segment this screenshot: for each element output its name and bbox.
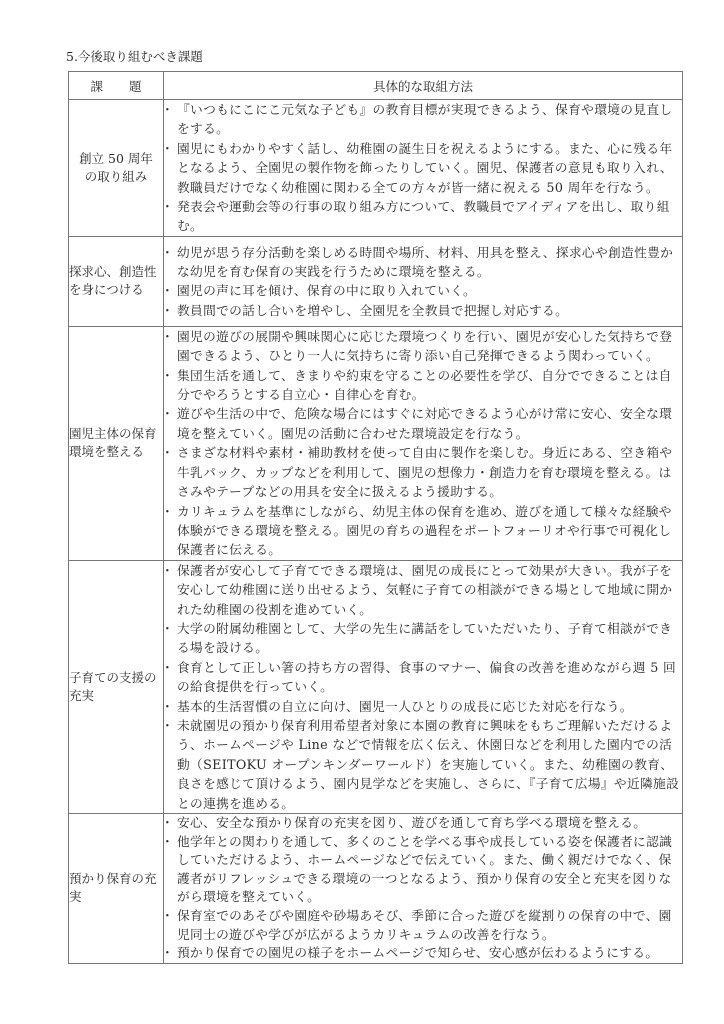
row-content [164, 100, 683, 237]
list-item: ・ 基本的生活習慣の自立に向け、園児一人ひとりの成長に応じた対応を行なう。 [164, 697, 682, 716]
row-label: 子育ての支援の充実 [69, 560, 164, 813]
table-row [69, 560, 683, 813]
list-item: ・ 他学年との関わりを通して、多くのことを学べる事や成長している姿を保護者に認識していただけるよう、ホームページなどで伝えていく。また、働く親だけでなく、保護者がリフレッシュできる環境の一つとなるよう、預かり保育の安全と充実を図りながら環境を整えていく。 [164, 833, 682, 907]
list-item: ・ 大学の附属幼稚園として、大学の先生に講話をしていただいたり、子育て相談ができる場を設ける。 [164, 619, 682, 658]
list-item: ・ 未就園児の預かり保育利用希望者対象に本園の教育に興味をもちご理解いただけるよう、ホームページや Line などで情報を広く伝え、休園日などを利用した園内での活動（SEITOKU オープンキンダーワールド）を実施していく。また、幼稚園の教育、良さを感じて頂けるよう、園内見学などを実施し、さらに、『子育て広場』や近隣施設との連携を進める。 [164, 716, 682, 813]
item-list [164, 100, 682, 236]
list-item: ・ 保護者が安心して子育てできる環境は、園児の成長にとって効果が大きい。我が子を安心して幼稚園に送り出せるよう、気軽に子育ての相談ができる場として地域に開かれた幼稚園の役割を進めていく。 [164, 561, 682, 619]
row-content [164, 814, 683, 964]
item-list [164, 243, 682, 321]
tasks-table [68, 71, 683, 964]
list-item: ・ 預かり保育での園児の様子をホームページで知らせ、安心感が伝わるようにする。 [164, 944, 682, 963]
list-item: ・ 『いつもにこにこ元気な子ども』の教育目標が実現できるよう、保育や環境の見直しをする。 [164, 100, 682, 139]
item-list [164, 814, 682, 963]
header-issue-char-1: 課 [90, 78, 103, 94]
item-list [164, 327, 682, 560]
list-item: ・ 食育として正しい箸の持ち方の習得、食事のマナー、偏食の改善を進めながら週 5 回の給食提供を行っていく。 [164, 658, 682, 697]
list-item: ・ 教員間での話し合いを増やし、全園児を全教員で把握し対応する。 [164, 301, 682, 320]
list-item: ・ 保育室でのあそびや園庭や砂場あそび、季節に合った遊びを縦割りの保育の中で、園児同士の遊びや学びが広がるようカリキュラムの改善を行なう。 [164, 907, 682, 944]
table-row [69, 814, 683, 964]
list-item: ・ カリキュラムを基準にしながら、幼児主体の保育を進め、遊びを通して様々な経験や体験ができる環境を整える。園児の育ちの過程をポートフォーリオや行事で可視化し保護者に伝える。 [164, 502, 682, 560]
list-item: ・ 安心、安全な預かり保育の充実を図り、遊びを通して育ち学べる環境を整える。 [164, 814, 682, 833]
header-issue [69, 72, 164, 100]
table-row [69, 100, 683, 237]
table-row [69, 326, 683, 560]
row-label: 預かり保育の充実 [69, 814, 164, 964]
row-content [164, 326, 683, 560]
header-method: 具体的な取組方法 [164, 72, 683, 100]
item-list [164, 561, 682, 813]
table-row [69, 236, 683, 326]
list-item: ・ さまざな材料や素材・補助教材を使って自由に製作を楽しむ。身近にある、空き箱や牛乳パック、カップなどを利用して、園児の想像力・創造力を育む環境を整える。はさみやテープなどの用具を安全に扱えるよう援助する。 [164, 443, 682, 501]
header-row [69, 72, 683, 100]
section-title: 5.今後取り組むべき課題 [66, 49, 203, 64]
row-label: 探求心、創造性を身につける [69, 236, 164, 326]
list-item: ・ 集団生活を通して、きまりや約束を守ることの必要性を学び、自分でできることは自分でやろうとする自立心・自律心を育む。 [164, 366, 682, 405]
row-content [164, 236, 683, 326]
list-item: ・ 園児にもわかりやすく話し、幼稚園の誕生日を祝えるようにする。また、心に残る年となるよう、全園児の製作物を飾ったりしていく。園児、保護者の意見も取り入れ、教職員だけでなく幼稚園に関わる全ての方々が皆一緒に祝える 50 周年を行なう。 [164, 139, 682, 197]
header-issue-char-2: 題 [129, 78, 142, 94]
row-content [164, 560, 683, 813]
list-item: ・ 園児の声に耳を傾け、保育の中に取り入れていく。 [164, 281, 682, 300]
row-label: 園児主体の保育環境を整える [69, 326, 164, 560]
list-item: ・ 園児の遊びの展開や興味関心に応じた環境つくりを行い、園児が安心した気持ちで登園できるよう、ひとり一人に気持ちに寄り添い自己発揮できるよう関わっていく。 [164, 327, 682, 366]
list-item: ・ 遊びや生活の中で、危険な場合にはすぐに対応できるよう心がけ常に安心、安全な環境を整えていく。園児の活動に合わせた環境設定を行なう。 [164, 404, 682, 443]
list-item: ・ 発表会や運動会等の行事の取り組み方について、教職員でアイディアを出し、取り組む。 [164, 197, 682, 236]
list-item: ・ 幼児が思う存分活動を楽しめる時間や場所、材料、用具を整え、探求心や創造性豊かな幼児を育む保育の実践を行うために環境を整える。 [164, 243, 682, 282]
row-label: 創立 50 周年の取り組み [69, 100, 164, 237]
